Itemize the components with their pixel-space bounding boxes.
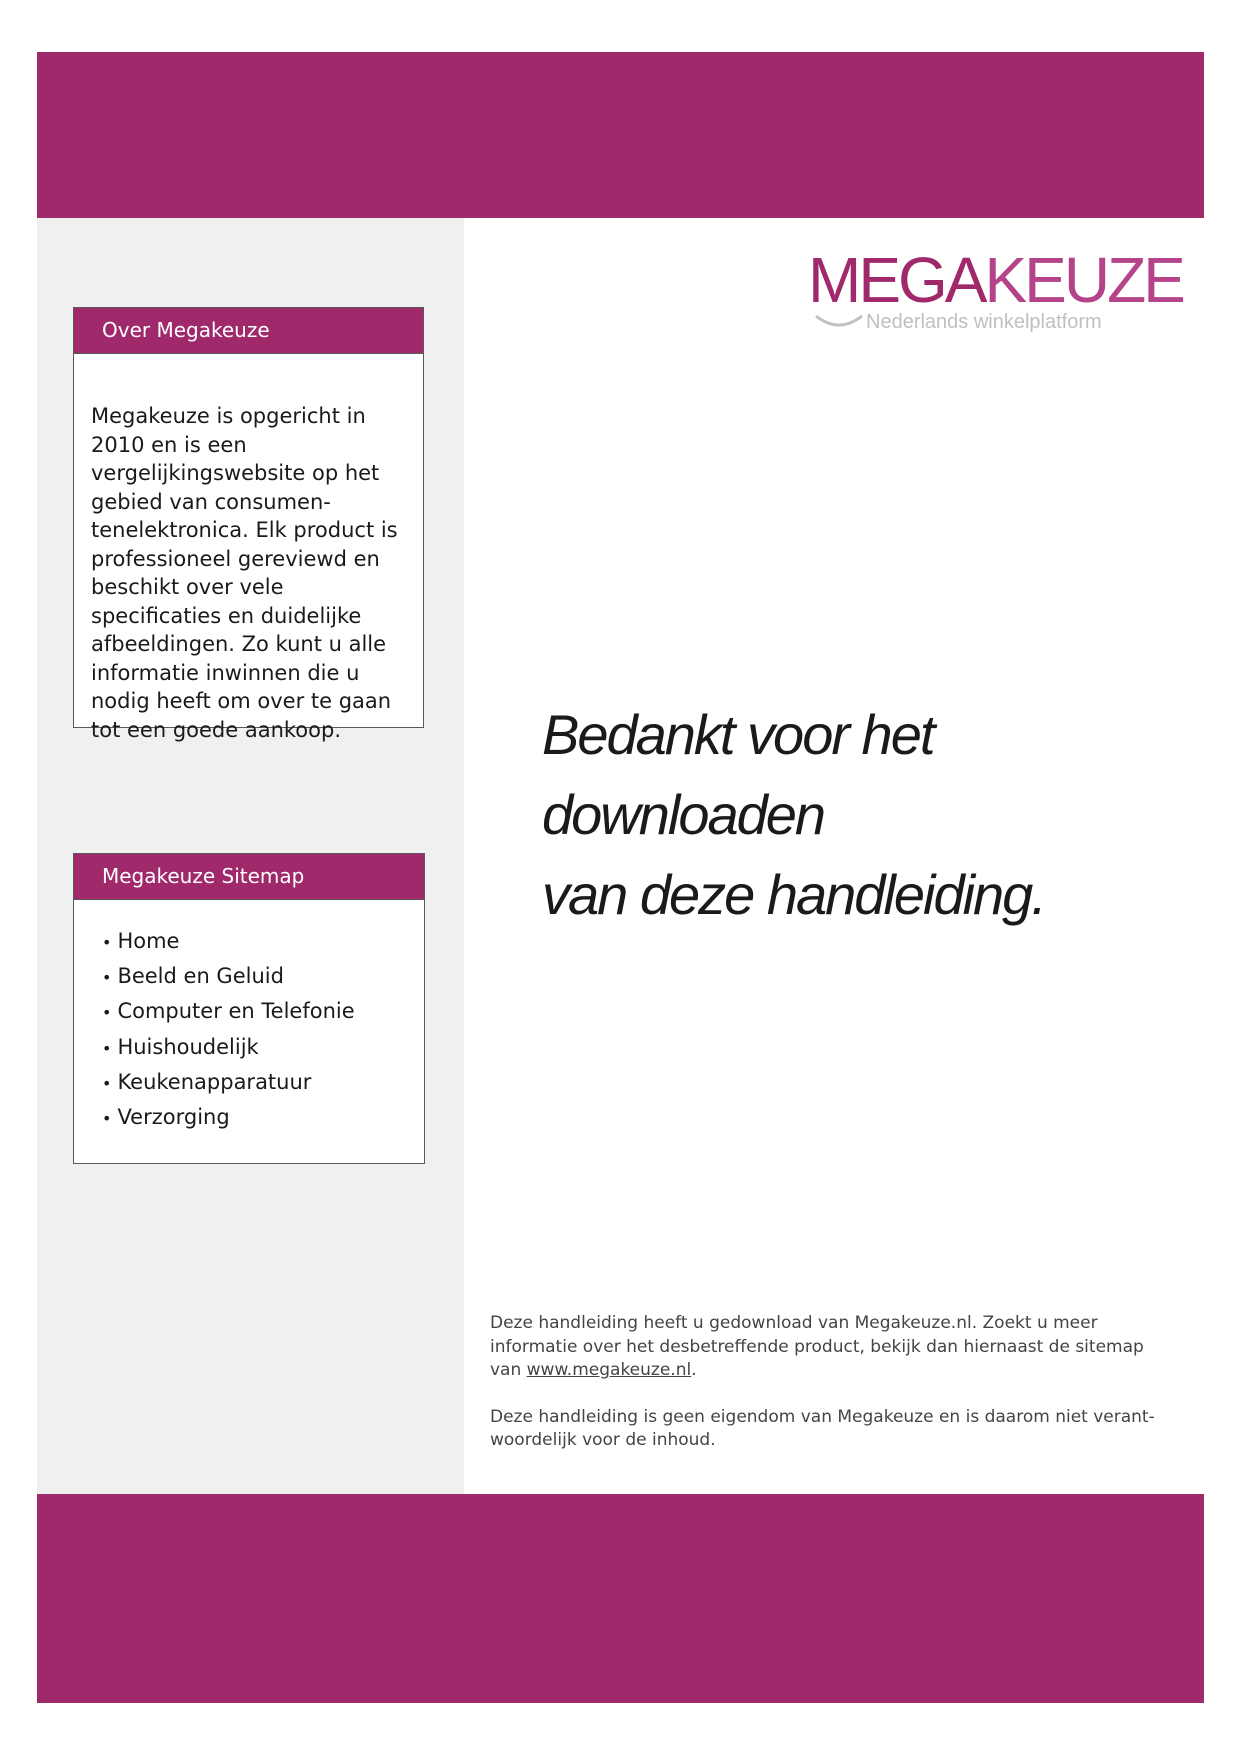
sitemap-item-beeld-en-geluid[interactable]: • Beeld en Geluid bbox=[102, 964, 284, 989]
sitemap-title: Megakeuze Sitemap bbox=[74, 854, 424, 900]
logo-tagline: Nederlands winkelplatform bbox=[866, 311, 1102, 333]
headline-line-1: Bedankt voor het downloaden bbox=[542, 703, 934, 846]
sitemap-item-verzorging[interactable]: • Verzorging bbox=[102, 1104, 230, 1129]
footer-text bbox=[490, 1312, 1180, 1476]
footer-paragraph-2: Deze handleiding is geen eigendom van Megakeuze en is daarom niet verant-woordelijk voor de inhoud. bbox=[490, 1406, 1155, 1450]
megakeuze-link[interactable]: www.megakeuze.nl bbox=[526, 1360, 692, 1380]
logo-wordmark: MEGAKEUZE bbox=[808, 244, 1183, 316]
smile-icon bbox=[814, 312, 864, 332]
headline-line-2: van deze handleiding. bbox=[542, 863, 1045, 926]
sitemap-box bbox=[73, 853, 425, 1164]
top-banner bbox=[37, 52, 1204, 218]
about-box bbox=[73, 307, 424, 742]
footer-paragraph-1: Deze handleiding heeft u gedownload van Megakeuze.nl. Zoekt u meer informatie over het desbetreffende product, bekijk dan hiernaast de sitemap van www.megakeuze.nl. bbox=[490, 1313, 1144, 1380]
sitemap-item-keukenapparatuur[interactable]: • Keukenapparatuur bbox=[102, 1069, 312, 1094]
sitemap-item-home[interactable]: • Home bbox=[102, 929, 180, 953]
thank-you-headline bbox=[542, 695, 1182, 935]
sitemap-item-computer-en-telefonie[interactable]: • Computer en Telefonie bbox=[102, 999, 355, 1024]
sitemap-item-huishoudelijk[interactable]: • Huishoudelijk bbox=[102, 1034, 259, 1059]
about-title: Over Megakeuze bbox=[74, 308, 423, 354]
bottom-banner bbox=[37, 1494, 1204, 1703]
megakeuze-logo bbox=[808, 244, 1183, 338]
sitemap-list bbox=[102, 924, 424, 1135]
about-text: Megakeuze is opgericht in 2010 en is een vergelijkingswebsite op het gebied van consumen-tenelektronica. Elk product is professioneel gereviewd en beschikt over vele specificaties en duidelijke afbeeldingen. Zo kunt u alle informatie inwinnen die u nodig heeft om over te gaan tot een goede aankoop. bbox=[91, 404, 398, 742]
